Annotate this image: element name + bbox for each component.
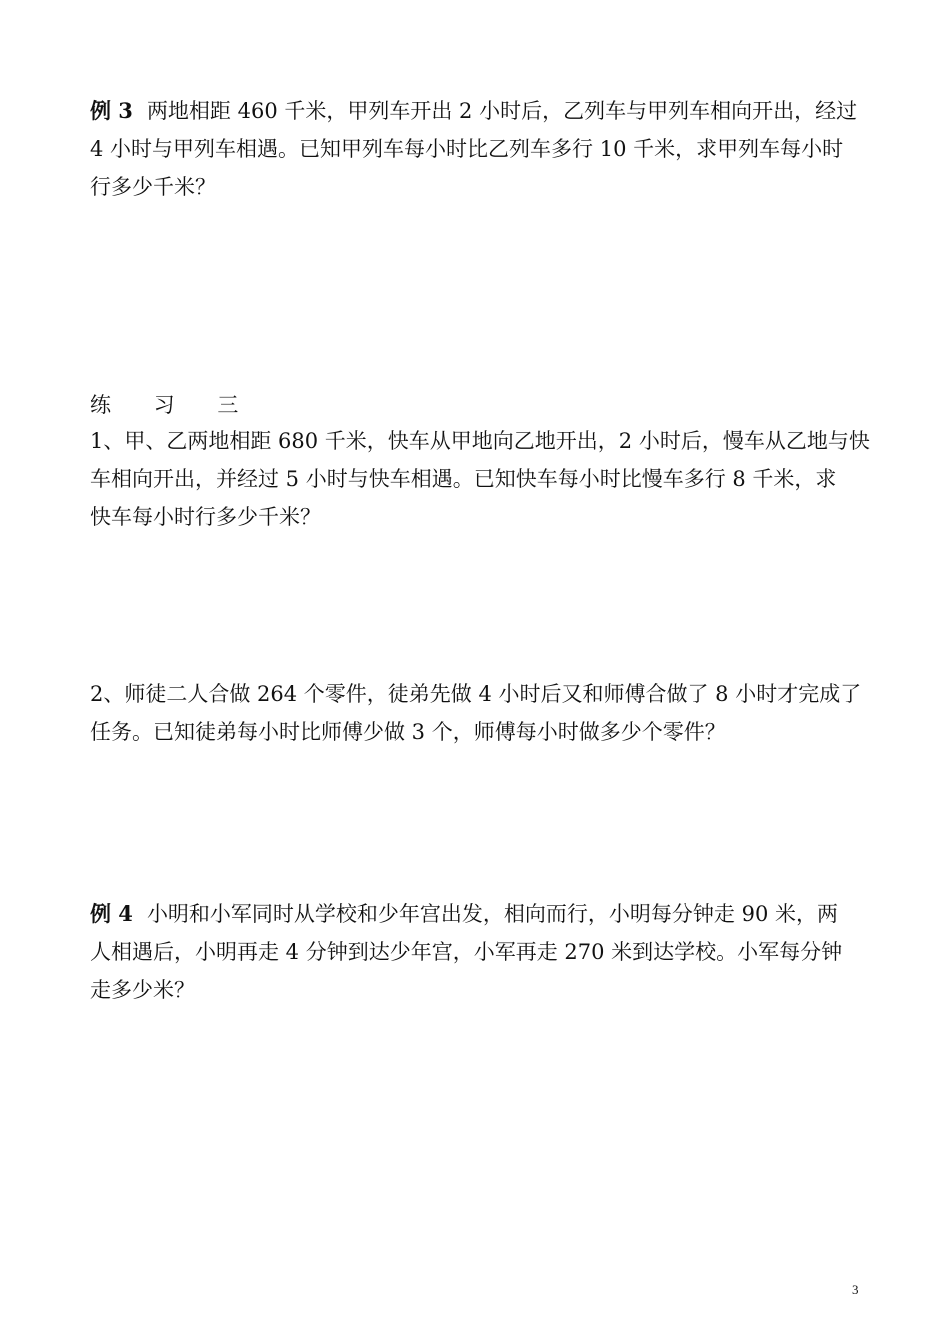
practice-question-2: [90, 675, 865, 751]
example-3-text-1: 两地相距 460 千米，甲列车开出 2 小时后，乙列车与甲列车相向开出，经过: [146, 99, 858, 123]
practice-question-2-line-1: 2、师徒二人合做 264 个零件，徒弟先做 4 小时后又和师傅合做了 8 小时才完成了: [90, 682, 862, 706]
example-3: [90, 92, 865, 206]
example-4-text-1: 小明和小军同时从学校和少年宫出发，相向而行，小明每分钟走 90 米，两: [146, 902, 839, 926]
example-3-line-1: [90, 92, 865, 130]
example-4-line-3: 走多少米？: [90, 978, 195, 1002]
practice-question-1-line-2: 车相向开出，并经过 5 小时与快车相遇。已知快车每小时比慢车多行 8 千米，求: [90, 467, 837, 491]
example-4: [90, 895, 865, 1009]
practice-question-2-line-2: 任务。已知徒弟每小时比师傅少做 3 个，师傅每小时做多少个零件？: [90, 720, 726, 744]
practice-question-1-line-1: 1、甲、乙两地相距 680 千米，快车从甲地向乙地开出，2 小时后，慢车从乙地与快: [90, 429, 870, 453]
practice-question-1-line-3: 快车每小时行多少千米？: [90, 505, 321, 529]
practice-3-heading: 练 习 三: [90, 393, 257, 417]
example-4-line-1: [90, 895, 865, 933]
page-number: 3: [852, 1282, 859, 1297]
example-4-label: 例 4: [90, 901, 133, 926]
example-3-line-2: 4 小时与甲列车相遇。已知甲列车每小时比乙列车多行 10 千米，求甲列车每小时: [90, 137, 844, 161]
example-3-line-3: 行多少千米？: [90, 175, 216, 199]
example-4-line-2: 人相遇后，小明再走 4 分钟到达少年宫，小军再走 270 米到达学校。小军每分钟: [90, 940, 843, 964]
example-3-label: 例 3: [90, 98, 133, 123]
practice-question-1: [90, 422, 870, 536]
